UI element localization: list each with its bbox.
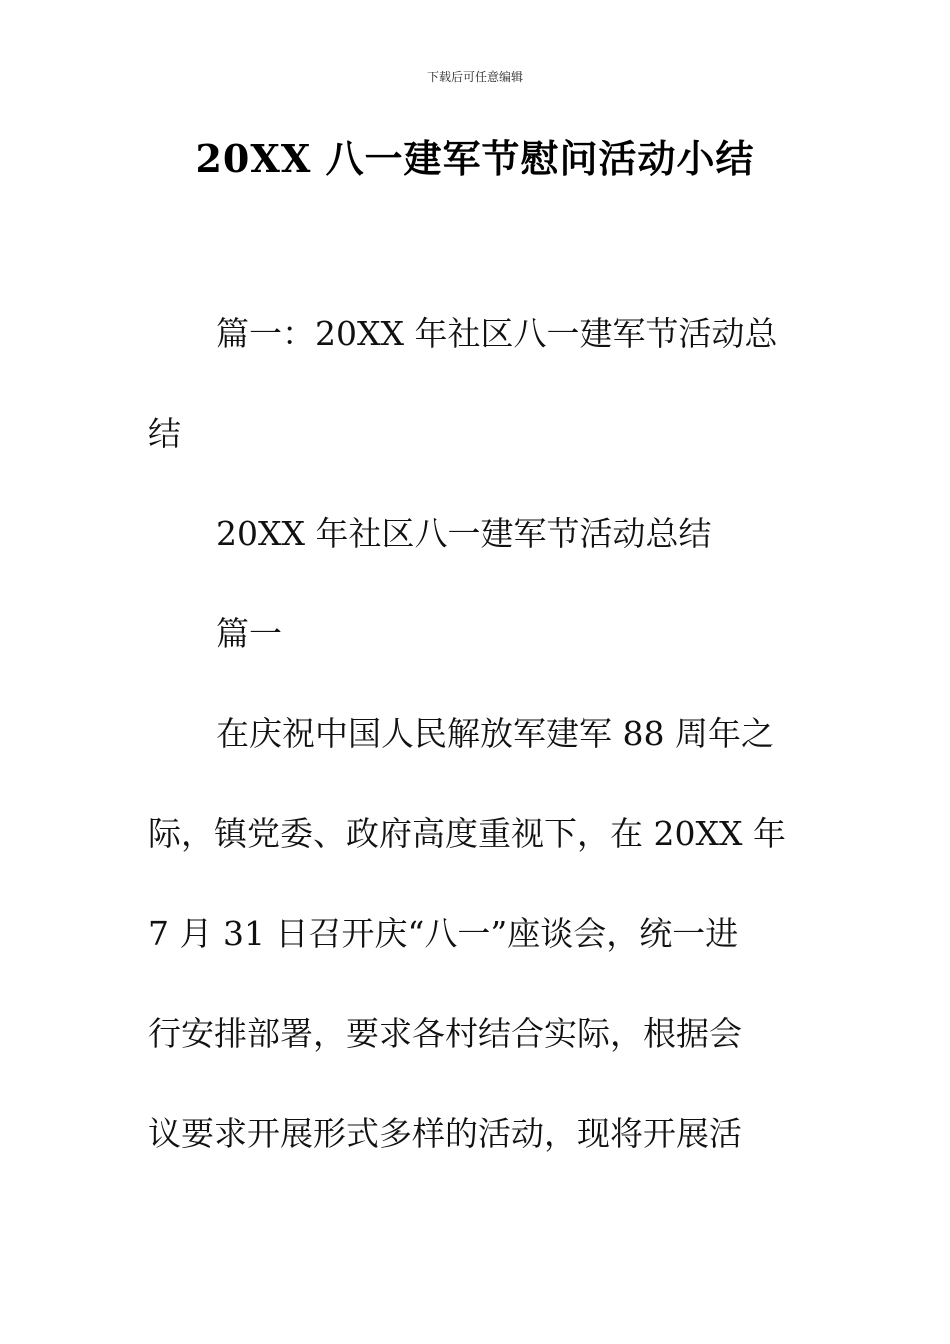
download-note: 下载后可任意编辑 <box>426 70 523 84</box>
paragraph-line-1: 在庆祝中国人民解放军建军 88 周年之 <box>216 714 774 753</box>
subtitle-line: 20XX 年社区八一建军节活动总结 <box>216 514 712 553</box>
paragraph-line-3: 7 月 31 日召开庆“八一”座谈会，统一进 <box>148 914 739 953</box>
paragraph-line-2: 际，镇党委、政府高度重视下，在 20XX 年 <box>148 814 786 853</box>
part-label: 篇一 <box>216 614 282 653</box>
section-heading-line-1: 篇一：20XX 年社区八一建军节活动总 <box>216 314 778 353</box>
paragraph-line-5: 议要求开展形式多样的活动，现将开展活 <box>148 1114 742 1153</box>
paragraph-line-4: 行安排部署，要求各村结合实际，根据会 <box>148 1014 742 1053</box>
document-title: 20XX 八一建军节慰问活动小结 <box>195 136 755 181</box>
section-heading-line-2: 结 <box>148 414 181 453</box>
